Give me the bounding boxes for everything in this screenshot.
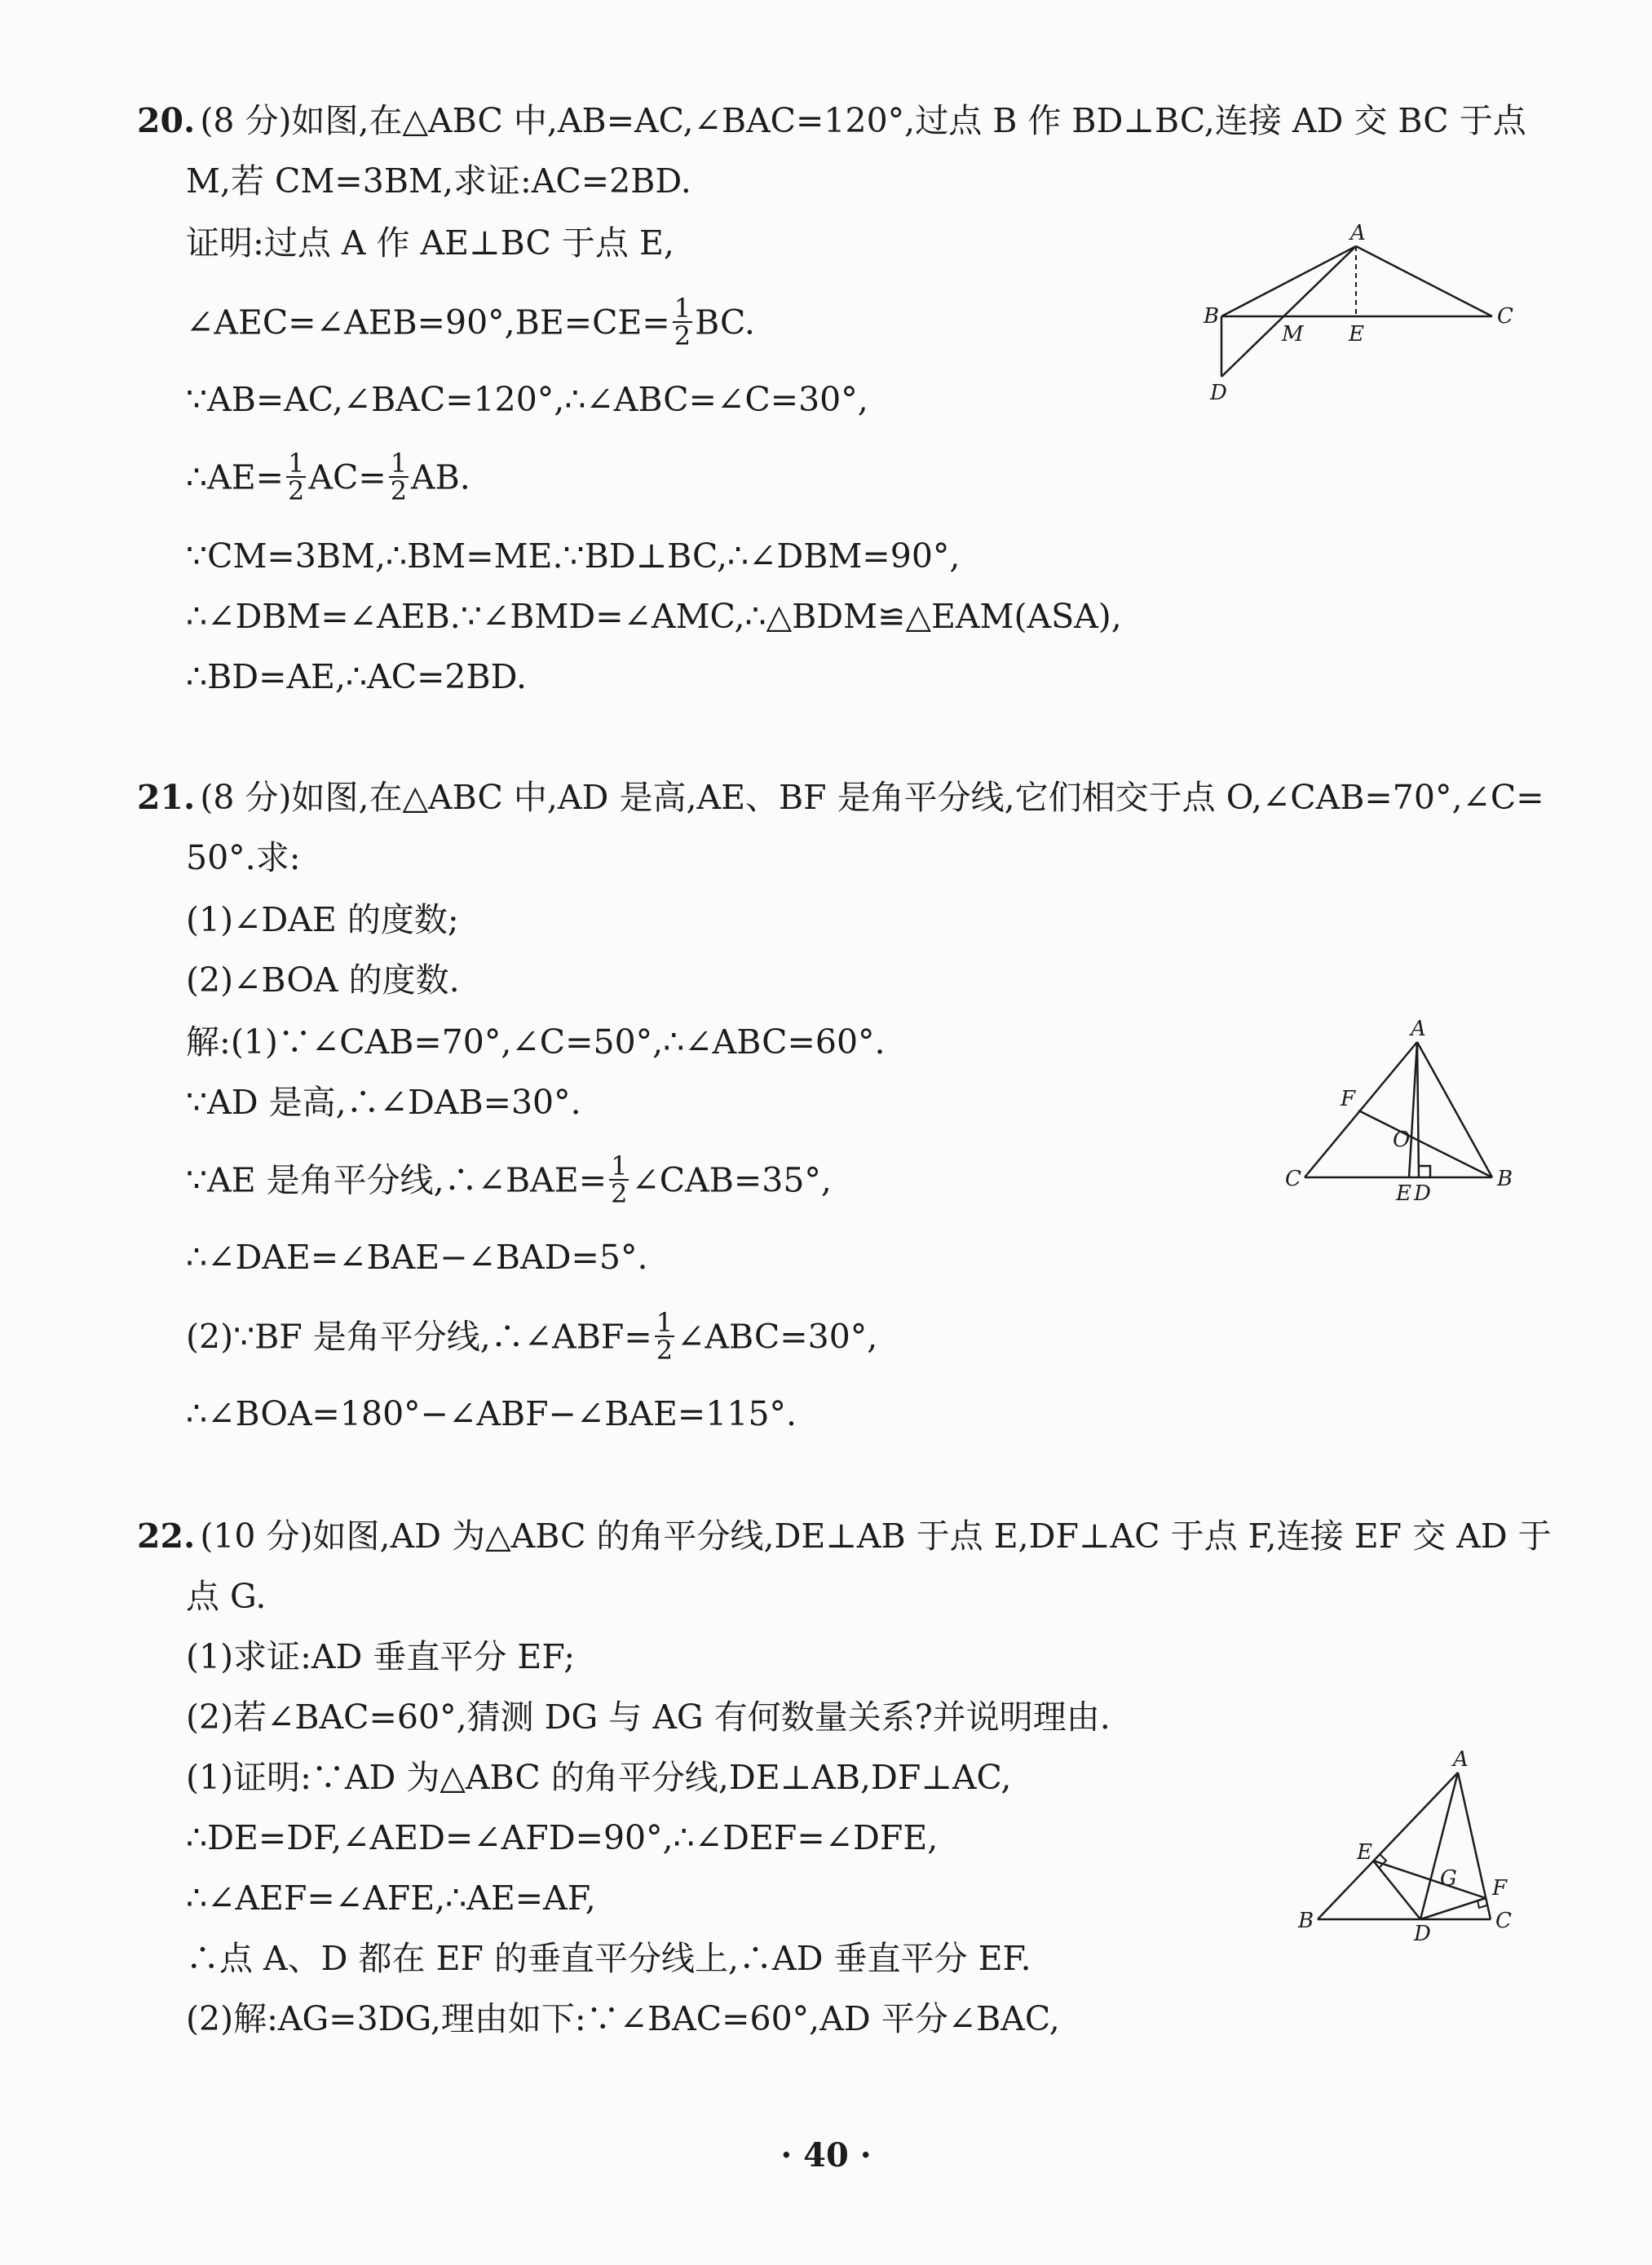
q20-statement-cont: M,若 CM=3BM,求证:AC=2BD. bbox=[186, 161, 691, 201]
segment-BF bbox=[1358, 1110, 1492, 1177]
fraction-half: $\frac{1}{2}$ bbox=[390, 448, 408, 506]
point-label-A: A bbox=[1453, 1747, 1469, 1772]
segment-DF bbox=[1420, 1898, 1486, 1919]
q20-number: 20. bbox=[137, 101, 196, 140]
q22-part: (2)若∠BAC=60°,猜测 DG 与 AG 有何数量关系?并说明理由. bbox=[186, 1698, 1111, 1737]
point-label-D: D bbox=[1414, 1181, 1431, 1206]
q22-part: (1)求证:AD 垂直平分 EF; bbox=[186, 1637, 576, 1676]
q21-solution-line: ∴∠DAE=∠BAE−∠BAD=5°. bbox=[186, 1238, 648, 1277]
fraction-half: $\frac{1}{2}$ bbox=[674, 293, 691, 351]
point-label-B: B bbox=[1204, 304, 1220, 329]
q20-proof-line: ∴∠DBM=∠AEB.∵∠BMD=∠AMC,∴△BDM≌△EAM(ASA), bbox=[186, 597, 1122, 636]
q22-heading bbox=[137, 1513, 1552, 1559]
point-label-C: C bbox=[1495, 1909, 1512, 1933]
q22-solution-line: ∴点 A、D 都在 EF 的垂直平分线上,∴AD 垂直平分 EF. bbox=[186, 1939, 1031, 1978]
segment-AD bbox=[1420, 1773, 1458, 1919]
q22-statement-cont: 点 G. bbox=[186, 1577, 267, 1616]
q21-solution-line: ∵AE 是角平分线,∴∠BAE= $\frac{1}{2}$ ∠CAB=35°, bbox=[186, 1150, 832, 1209]
q22-figure bbox=[1272, 1745, 1517, 1957]
segment-AD bbox=[1221, 246, 1356, 377]
point-label-A: A bbox=[1350, 221, 1366, 245]
point-label-E: E bbox=[1396, 1181, 1411, 1206]
q22-solution-line: (1)证明:∵AD 为△ABC 的角平分线,DE⊥AB,DF⊥AC, bbox=[186, 1758, 1012, 1797]
q20-proof-line: ∵AB=AC,∠BAC=120°,∴∠ABC=∠C=30°, bbox=[186, 380, 868, 419]
q22-solution-line: ∴∠AEF=∠AFE,∴AE=AF, bbox=[186, 1879, 596, 1918]
point-label-F: F bbox=[1341, 1087, 1356, 1111]
segment-AB bbox=[1221, 246, 1356, 316]
q20-proof-line: ∠AEC=∠AEB=90°,BE=CE= $\frac{1}{2}$ BC. bbox=[186, 293, 755, 351]
q20-heading bbox=[137, 98, 1526, 143]
q21-statement: (8 分)如图,在△ABC 中,AD 是高,AE、BF 是角平分线,它们相交于点 O,∠CAB=70°,∠C= bbox=[200, 778, 1544, 817]
point-label-F: F bbox=[1492, 1876, 1508, 1901]
point-label-B: B bbox=[1298, 1909, 1314, 1933]
point-label-E: E bbox=[1357, 1840, 1372, 1865]
q22-solution-line: ∴DE=DF,∠AED=∠AFD=90°,∴∠DEF=∠DFE, bbox=[186, 1818, 939, 1857]
q21-solution-line: ∴∠BOA=180°−∠ABF−∠BAE=115°. bbox=[186, 1394, 797, 1433]
page-number: · 40 · bbox=[780, 2136, 872, 2174]
q22-number: 22. bbox=[137, 1517, 196, 1556]
segment-AB bbox=[1417, 1042, 1492, 1177]
point-label-B: B bbox=[1497, 1167, 1513, 1191]
segment-AE bbox=[1409, 1042, 1417, 1177]
point-label-D: D bbox=[1414, 1922, 1431, 1946]
q21-statement-cont: 50°.求: bbox=[186, 838, 301, 877]
fraction-half: $\frac{1}{2}$ bbox=[656, 1307, 674, 1366]
right-angle-mark bbox=[1478, 1901, 1486, 1908]
point-label-M: M bbox=[1282, 322, 1304, 347]
q20-proof-line: ∴AE= $\frac{1}{2}$ AC= $\frac{1}{2}$ AB. bbox=[186, 448, 470, 506]
point-label-A: A bbox=[1411, 1017, 1426, 1041]
q22-solution-line: (2)解:AG=3DG,理由如下:∵∠BAC=60°,AD 平分∠BAC, bbox=[186, 1999, 1060, 2038]
segment-AC bbox=[1356, 246, 1492, 316]
q21-number: 21. bbox=[137, 778, 196, 817]
q22-statement: (10 分)如图,AD 为△ABC 的角平分线,DE⊥AB 于点 E,DF⊥AC 于点 F,连接 EF 交 AD 于 bbox=[200, 1517, 1552, 1556]
q21-part: (2)∠BOA 的度数. bbox=[186, 960, 460, 1000]
point-label-O: O bbox=[1393, 1128, 1411, 1152]
q21-figure bbox=[1272, 1019, 1517, 1215]
right-angle-mark bbox=[1419, 1166, 1430, 1177]
point-label-C: C bbox=[1285, 1167, 1301, 1191]
segment-AD bbox=[1417, 1042, 1419, 1177]
point-label-G: G bbox=[1440, 1866, 1457, 1891]
q21-part: (1)∠DAE 的度数; bbox=[186, 900, 459, 939]
segment-EF bbox=[1373, 1861, 1486, 1898]
q20-proof-line: 证明:过点 A 作 AE⊥BC 于点 E, bbox=[186, 223, 674, 263]
q21-solution-line: ∵AD 是高,∴∠DAB=30°. bbox=[186, 1083, 581, 1122]
q20-figure bbox=[1199, 220, 1525, 416]
q20-proof-line: ∴BD=AE,∴AC=2BD. bbox=[186, 657, 528, 696]
segment-AC bbox=[1305, 1042, 1417, 1177]
q20-proof-line: ∵CM=3BM,∴BM=ME.∵BD⊥BC,∴∠DBM=90°, bbox=[186, 536, 961, 576]
fraction-half: $\frac{1}{2}$ bbox=[611, 1150, 628, 1209]
point-label-D: D bbox=[1210, 381, 1227, 405]
point-label-E: E bbox=[1349, 322, 1364, 347]
q21-solution-line: 解:(1)∵∠CAB=70°,∠C=50°,∴∠ABC=60°. bbox=[186, 1022, 886, 1062]
q20-statement: (8 分)如图,在△ABC 中,AB=AC,∠BAC=120°,过点 B 作 BD⊥BC,连接 AD 交 BC 于点 bbox=[200, 101, 1526, 140]
segment-AB bbox=[1318, 1773, 1458, 1919]
q21-heading bbox=[137, 775, 1544, 820]
point-label-C: C bbox=[1497, 304, 1513, 329]
fraction-half: $\frac{1}{2}$ bbox=[287, 448, 305, 506]
q21-solution-line: (2)∵BF 是角平分线,∴∠ABF= $\frac{1}{2}$ ∠ABC=30°, bbox=[186, 1307, 878, 1366]
